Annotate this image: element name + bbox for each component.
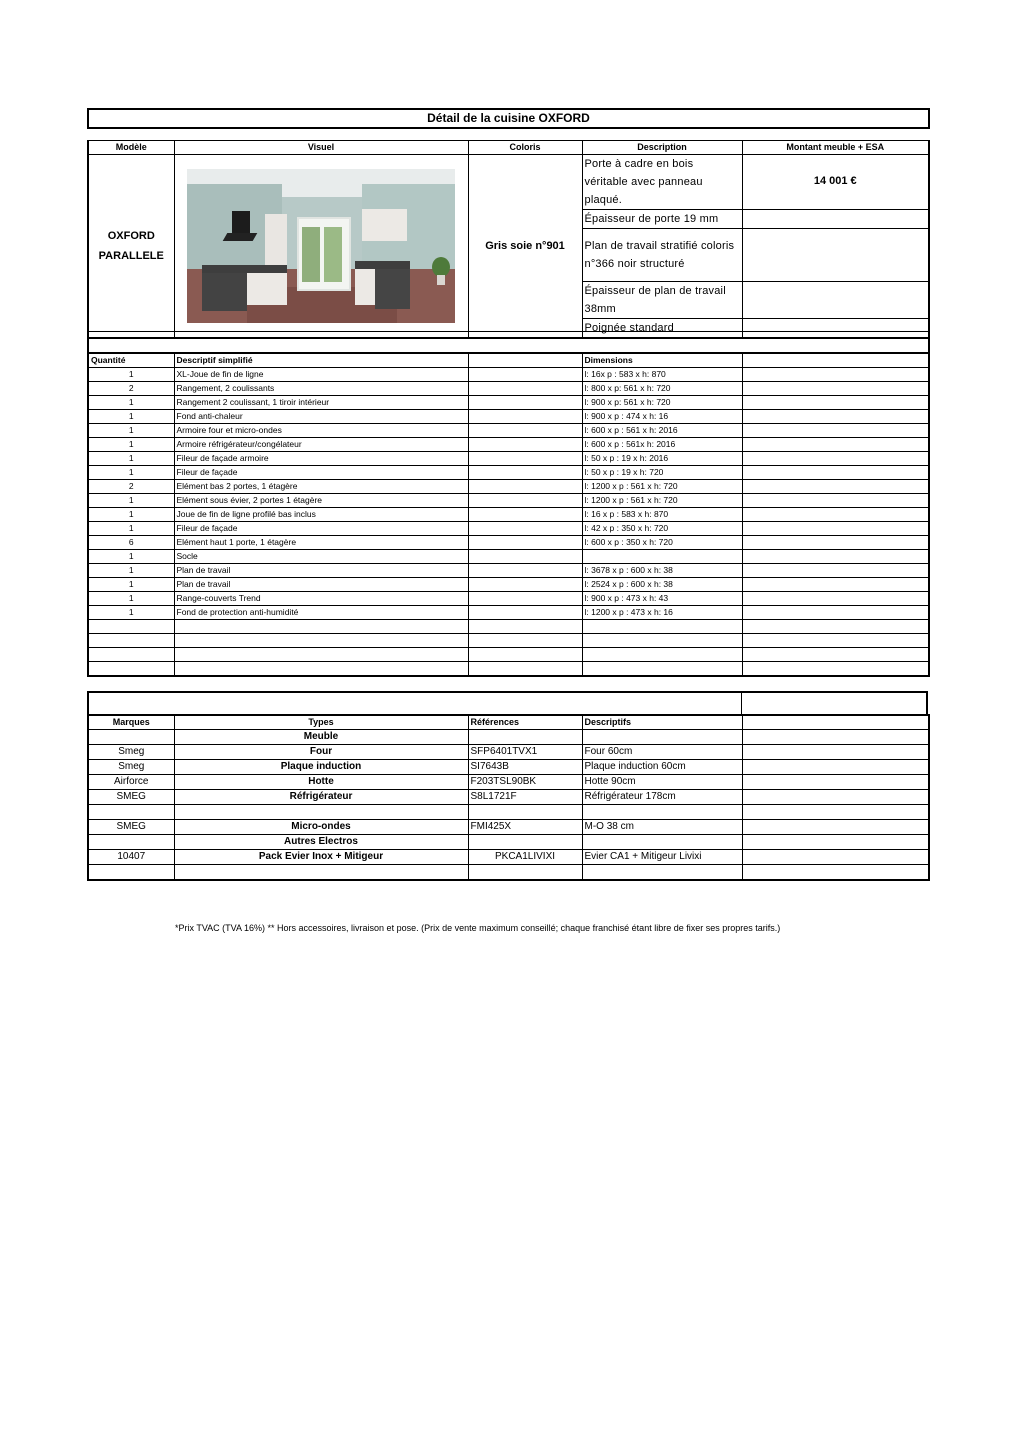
appliance-brand [88, 835, 174, 850]
appliance-type: Réfrigérateur [174, 790, 468, 805]
table-row [88, 368, 929, 382]
price-value: 14 001 € [742, 155, 929, 210]
item-description: Elément sous évier, 2 portes 1 étagère [174, 494, 468, 508]
appliance-type: Micro-ondes [174, 820, 468, 835]
item-empty-cell [468, 634, 582, 648]
col-coloris: Coloris [468, 141, 582, 155]
appliance-type: Meuble [174, 730, 468, 745]
item-quantity: 1 [88, 368, 174, 382]
appliance-empty-cell [742, 820, 929, 835]
col-modele: Modèle [88, 141, 174, 155]
table-row [88, 494, 929, 508]
item-empty-cell [468, 410, 582, 424]
item-quantity: 1 [88, 452, 174, 466]
table-row [88, 648, 929, 662]
appliance-empty-cell [742, 775, 929, 790]
table-row [88, 620, 929, 634]
description-1: Porte à cadre en bois véritable avec panneau plaqué. [582, 155, 742, 210]
col-visuel: Visuel [174, 141, 468, 155]
item-empty-cell [742, 466, 929, 480]
item-empty-cell [468, 396, 582, 410]
appliance-type: Hotte [174, 775, 468, 790]
item-description: Elément haut 1 porte, 1 étagère [174, 536, 468, 550]
table-row [88, 835, 929, 850]
table-row [88, 410, 929, 424]
price-empty-4 [742, 282, 929, 319]
item-empty-cell [468, 620, 582, 634]
price-empty-2 [742, 210, 929, 229]
item-description: Plan de travail [174, 564, 468, 578]
appliance-type [174, 865, 468, 881]
item-dimensions: l: 3678 x p : 600 x h: 38 [582, 564, 742, 578]
item-description: XL-Joue de fin de ligne [174, 368, 468, 382]
item-empty-cell [468, 522, 582, 536]
item-empty-cell [742, 620, 929, 634]
item-dimensions [582, 648, 742, 662]
item-quantity: 1 [88, 508, 174, 522]
item-description: Rangement, 2 coulissants [174, 382, 468, 396]
item-dimensions: l: 900 x p : 473 x h: 43 [582, 592, 742, 606]
appliance-reference: F203TSL90BK [468, 775, 582, 790]
item-quantity: 2 [88, 480, 174, 494]
item-quantity: 1 [88, 424, 174, 438]
item-dimensions: l: 1200 x p : 561 x h: 720 [582, 494, 742, 508]
item-empty-cell [742, 634, 929, 648]
table-row [88, 634, 929, 648]
item-empty-cell [742, 550, 929, 564]
item-empty-cell [468, 578, 582, 592]
table-row [88, 480, 929, 494]
item-quantity: 1 [88, 550, 174, 564]
appliance-header-row [88, 715, 929, 730]
item-dimensions: l: 600 x p : 561 x h: 2016 [582, 424, 742, 438]
appliance-brand: Smeg [88, 760, 174, 775]
item-empty-cell [468, 606, 582, 620]
item-empty-cell [468, 368, 582, 382]
item-dimensions: l: 50 x p : 19 x h: 720 [582, 466, 742, 480]
item-empty-cell [742, 494, 929, 508]
table-row [88, 536, 929, 550]
description-2: Épaisseur de porte 19 mm [582, 210, 742, 229]
item-description: Socle [174, 550, 468, 564]
appliance-description [582, 730, 742, 745]
item-description: Fond de protection anti-humidité [174, 606, 468, 620]
appliance-brand [88, 730, 174, 745]
item-quantity: 1 [88, 438, 174, 452]
item-quantity: 1 [88, 606, 174, 620]
appliance-brand: 10407 [88, 850, 174, 865]
item-empty-cell [468, 536, 582, 550]
item-empty-cell [468, 382, 582, 396]
appliance-description [582, 865, 742, 881]
header-row [88, 141, 929, 155]
item-empty-cell [742, 578, 929, 592]
item-description: Armoire réfrigérateur/congélateur [174, 438, 468, 452]
appliance-empty-cell [742, 850, 929, 865]
spacer-row [87, 331, 930, 353]
item-description: Fileur de façade [174, 522, 468, 536]
appliance-empty-cell [742, 865, 929, 881]
item-description: Fond anti-chaleur [174, 410, 468, 424]
item-quantity: 1 [88, 494, 174, 508]
appliance-reference [468, 730, 582, 745]
item-dimensions [582, 634, 742, 648]
item-quantity [88, 634, 174, 648]
col-dimensions: Dimensions [582, 353, 742, 368]
item-empty-cell [742, 508, 929, 522]
item-quantity: 2 [88, 382, 174, 396]
item-dimensions: l: 900 x p: 561 x h: 720 [582, 396, 742, 410]
model-line2: PARALLELE [98, 250, 164, 262]
item-description [174, 648, 468, 662]
item-empty-cell [468, 592, 582, 606]
item-empty-cell [468, 648, 582, 662]
appliance-reference: PKCA1LIVIXI [468, 850, 582, 865]
col-description: Description [582, 141, 742, 155]
item-dimensions: l: 600 x p : 561x h: 2016 [582, 438, 742, 452]
table-row [88, 466, 929, 480]
item-empty-cell [742, 438, 929, 452]
appliance-empty-cell [742, 745, 929, 760]
table-row [88, 578, 929, 592]
appliance-reference: FMI425X [468, 820, 582, 835]
appliance-description: Plaque induction 60cm [582, 760, 742, 775]
appliance-brand: Smeg [88, 745, 174, 760]
appliance-description: Hotte 90cm [582, 775, 742, 790]
item-dimensions: l: 16x p : 583 x h: 870 [582, 368, 742, 382]
item-dimensions [582, 550, 742, 564]
table-row [88, 508, 929, 522]
kitchen-header-table [87, 140, 930, 339]
item-quantity [88, 648, 174, 662]
table-row [88, 424, 929, 438]
appliance-title-box [87, 691, 742, 716]
col-references: Références [468, 715, 582, 730]
table-row [88, 592, 929, 606]
item-empty-cell [468, 662, 582, 677]
visual-cell [174, 155, 468, 339]
col-quantite: Quantité [88, 353, 174, 368]
item-empty-cell [468, 480, 582, 494]
item-dimensions: l: 600 x p : 350 x h: 720 [582, 536, 742, 550]
table-row [88, 452, 929, 466]
table-row [88, 760, 929, 775]
appliance-empty-cell [742, 805, 929, 820]
appliance-brand [88, 865, 174, 881]
appliance-brand: SMEG [88, 820, 174, 835]
table-row [88, 606, 929, 620]
appliance-title-box-right [740, 691, 928, 716]
item-empty-cell [742, 410, 929, 424]
appliance-reference: SFP6401TVX1 [468, 745, 582, 760]
appliance-type: Autres Electros [174, 835, 468, 850]
appliance-empty-cell [742, 835, 929, 850]
description-3: Plan de travail stratifié coloris n°366 noir structuré [582, 229, 742, 282]
appliance-brand: Airforce [88, 775, 174, 790]
appliance-description: Evier CA1 + Mitigeur Livixi [582, 850, 742, 865]
items-table [87, 352, 930, 677]
table-row [88, 564, 929, 578]
item-dimensions [582, 620, 742, 634]
appliance-description [582, 805, 742, 820]
appliance-empty-cell [742, 790, 929, 805]
appliance-description: Réfrigérateur 178cm [582, 790, 742, 805]
item-empty-cell [742, 368, 929, 382]
table-row [88, 775, 929, 790]
item-description: Plan de travail [174, 578, 468, 592]
table-row [88, 865, 929, 881]
item-empty-cell [468, 424, 582, 438]
item-empty-cell [742, 606, 929, 620]
appliance-brand: SMEG [88, 790, 174, 805]
item-quantity: 1 [88, 578, 174, 592]
item-empty-cell [742, 662, 929, 677]
appliance-reference [468, 805, 582, 820]
appliance-reference: SI7643B [468, 760, 582, 775]
appliance-type [174, 805, 468, 820]
item-description [174, 634, 468, 648]
item-empty-cell [468, 438, 582, 452]
item-empty-cell [742, 480, 929, 494]
item-quantity: 1 [88, 522, 174, 536]
appliance-type: Pack Evier Inox + Mitigeur [174, 850, 468, 865]
item-dimensions: l: 42 x p : 350 x h: 720 [582, 522, 742, 536]
description-4: Épaisseur de plan de travail 38mm [582, 282, 742, 319]
table-row [88, 382, 929, 396]
kitchen-photo [187, 169, 455, 323]
model-line1: OXFORD [107, 230, 155, 242]
appliance-reference: S8L1721F [468, 790, 582, 805]
item-description: Armoire four et micro-ondes [174, 424, 468, 438]
item-quantity: 6 [88, 536, 174, 550]
table-row [88, 522, 929, 536]
item-empty-cell [742, 452, 929, 466]
item-description [174, 662, 468, 677]
item-dimensions: l: 1200 x p : 473 x h: 16 [582, 606, 742, 620]
item-description: Fileur de façade [174, 466, 468, 480]
item-description [174, 620, 468, 634]
price-empty-3 [742, 229, 929, 282]
footnote: *Prix TVAC (TVA 16%) ** Hors accessoires, livraison et pose. (Prix de vente maximum conseillé; chaque franchisé étant libre de fixer ses propres tarifs.) [175, 923, 781, 933]
coloris-value: Gris soie n°901 [468, 155, 582, 339]
item-empty-cell [468, 452, 582, 466]
appliance-empty-cell [742, 760, 929, 775]
col-descriptifs: Descriptifs [582, 715, 742, 730]
item-empty-cell [742, 424, 929, 438]
item-dimensions: l: 800 x p: 561 x h: 720 [582, 382, 742, 396]
col-descriptif: Descriptif simplifié [174, 353, 468, 368]
col-marques: Marques [88, 715, 174, 730]
items-header-row [88, 353, 929, 368]
item-dimensions: l: 900 x p : 474 x h: 16 [582, 410, 742, 424]
item-empty-cell [468, 508, 582, 522]
item-empty-cell [742, 564, 929, 578]
description-5: Poignée standard [582, 319, 742, 339]
appliance-type: Plaque induction [174, 760, 468, 775]
appliance-reference [468, 835, 582, 850]
item-quantity: 1 [88, 564, 174, 578]
item-empty-cell [742, 592, 929, 606]
table-row [88, 745, 929, 760]
table-row [88, 438, 929, 452]
model-name [88, 155, 174, 339]
item-empty-cell [742, 648, 929, 662]
appliance-description [582, 835, 742, 850]
item-empty-cell [468, 550, 582, 564]
item-description: Elément bas 2 portes, 1 étagère [174, 480, 468, 494]
document-title: Détail de la cuisine OXFORD [87, 108, 930, 129]
table-row [88, 850, 929, 865]
item-description: Joue de fin de ligne profilé bas inclus [174, 508, 468, 522]
item-empty-cell [468, 564, 582, 578]
appliance-description: M-O 38 cm [582, 820, 742, 835]
item-empty-cell [742, 396, 929, 410]
col-montant: Montant meuble + ESA [742, 141, 929, 155]
item-quantity: 1 [88, 592, 174, 606]
table-row [88, 820, 929, 835]
table-row [88, 730, 929, 745]
item-dimensions: l: 1200 x p : 561 x h: 720 [582, 480, 742, 494]
appliance-brand [88, 805, 174, 820]
item-empty-cell [468, 494, 582, 508]
item-empty-cell [742, 536, 929, 550]
table-row [88, 550, 929, 564]
table-row [88, 662, 929, 677]
item-description: Rangement 2 coulissant, 1 tiroir intérieur [174, 396, 468, 410]
appliance-table [87, 714, 930, 881]
table-row [88, 805, 929, 820]
appliance-empty-cell [742, 730, 929, 745]
item-quantity: 1 [88, 410, 174, 424]
item-quantity: 1 [88, 396, 174, 410]
item-empty-cell [468, 466, 582, 480]
item-description: Range-couverts Trend [174, 592, 468, 606]
item-quantity: 1 [88, 466, 174, 480]
item-empty-cell [742, 522, 929, 536]
item-quantity [88, 620, 174, 634]
item-dimensions: l: 16 x p : 583 x h: 870 [582, 508, 742, 522]
table-row [88, 396, 929, 410]
appliance-body [88, 730, 929, 881]
appliance-type: Four [174, 745, 468, 760]
item-dimensions: l: 2524 x p : 600 x h: 38 [582, 578, 742, 592]
appliance-reference [468, 865, 582, 881]
item-empty-cell [742, 382, 929, 396]
col-types: Types [174, 715, 468, 730]
appliance-description: Four 60cm [582, 745, 742, 760]
col-empty-2 [742, 353, 929, 368]
item-dimensions [582, 662, 742, 677]
col-empty-3 [742, 715, 929, 730]
item-quantity [88, 662, 174, 677]
item-dimensions: l: 50 x p : 19 x h: 2016 [582, 452, 742, 466]
table-row [88, 790, 929, 805]
item-description: Fileur de façade armoire [174, 452, 468, 466]
col-empty-1 [468, 353, 582, 368]
items-body [88, 368, 929, 677]
